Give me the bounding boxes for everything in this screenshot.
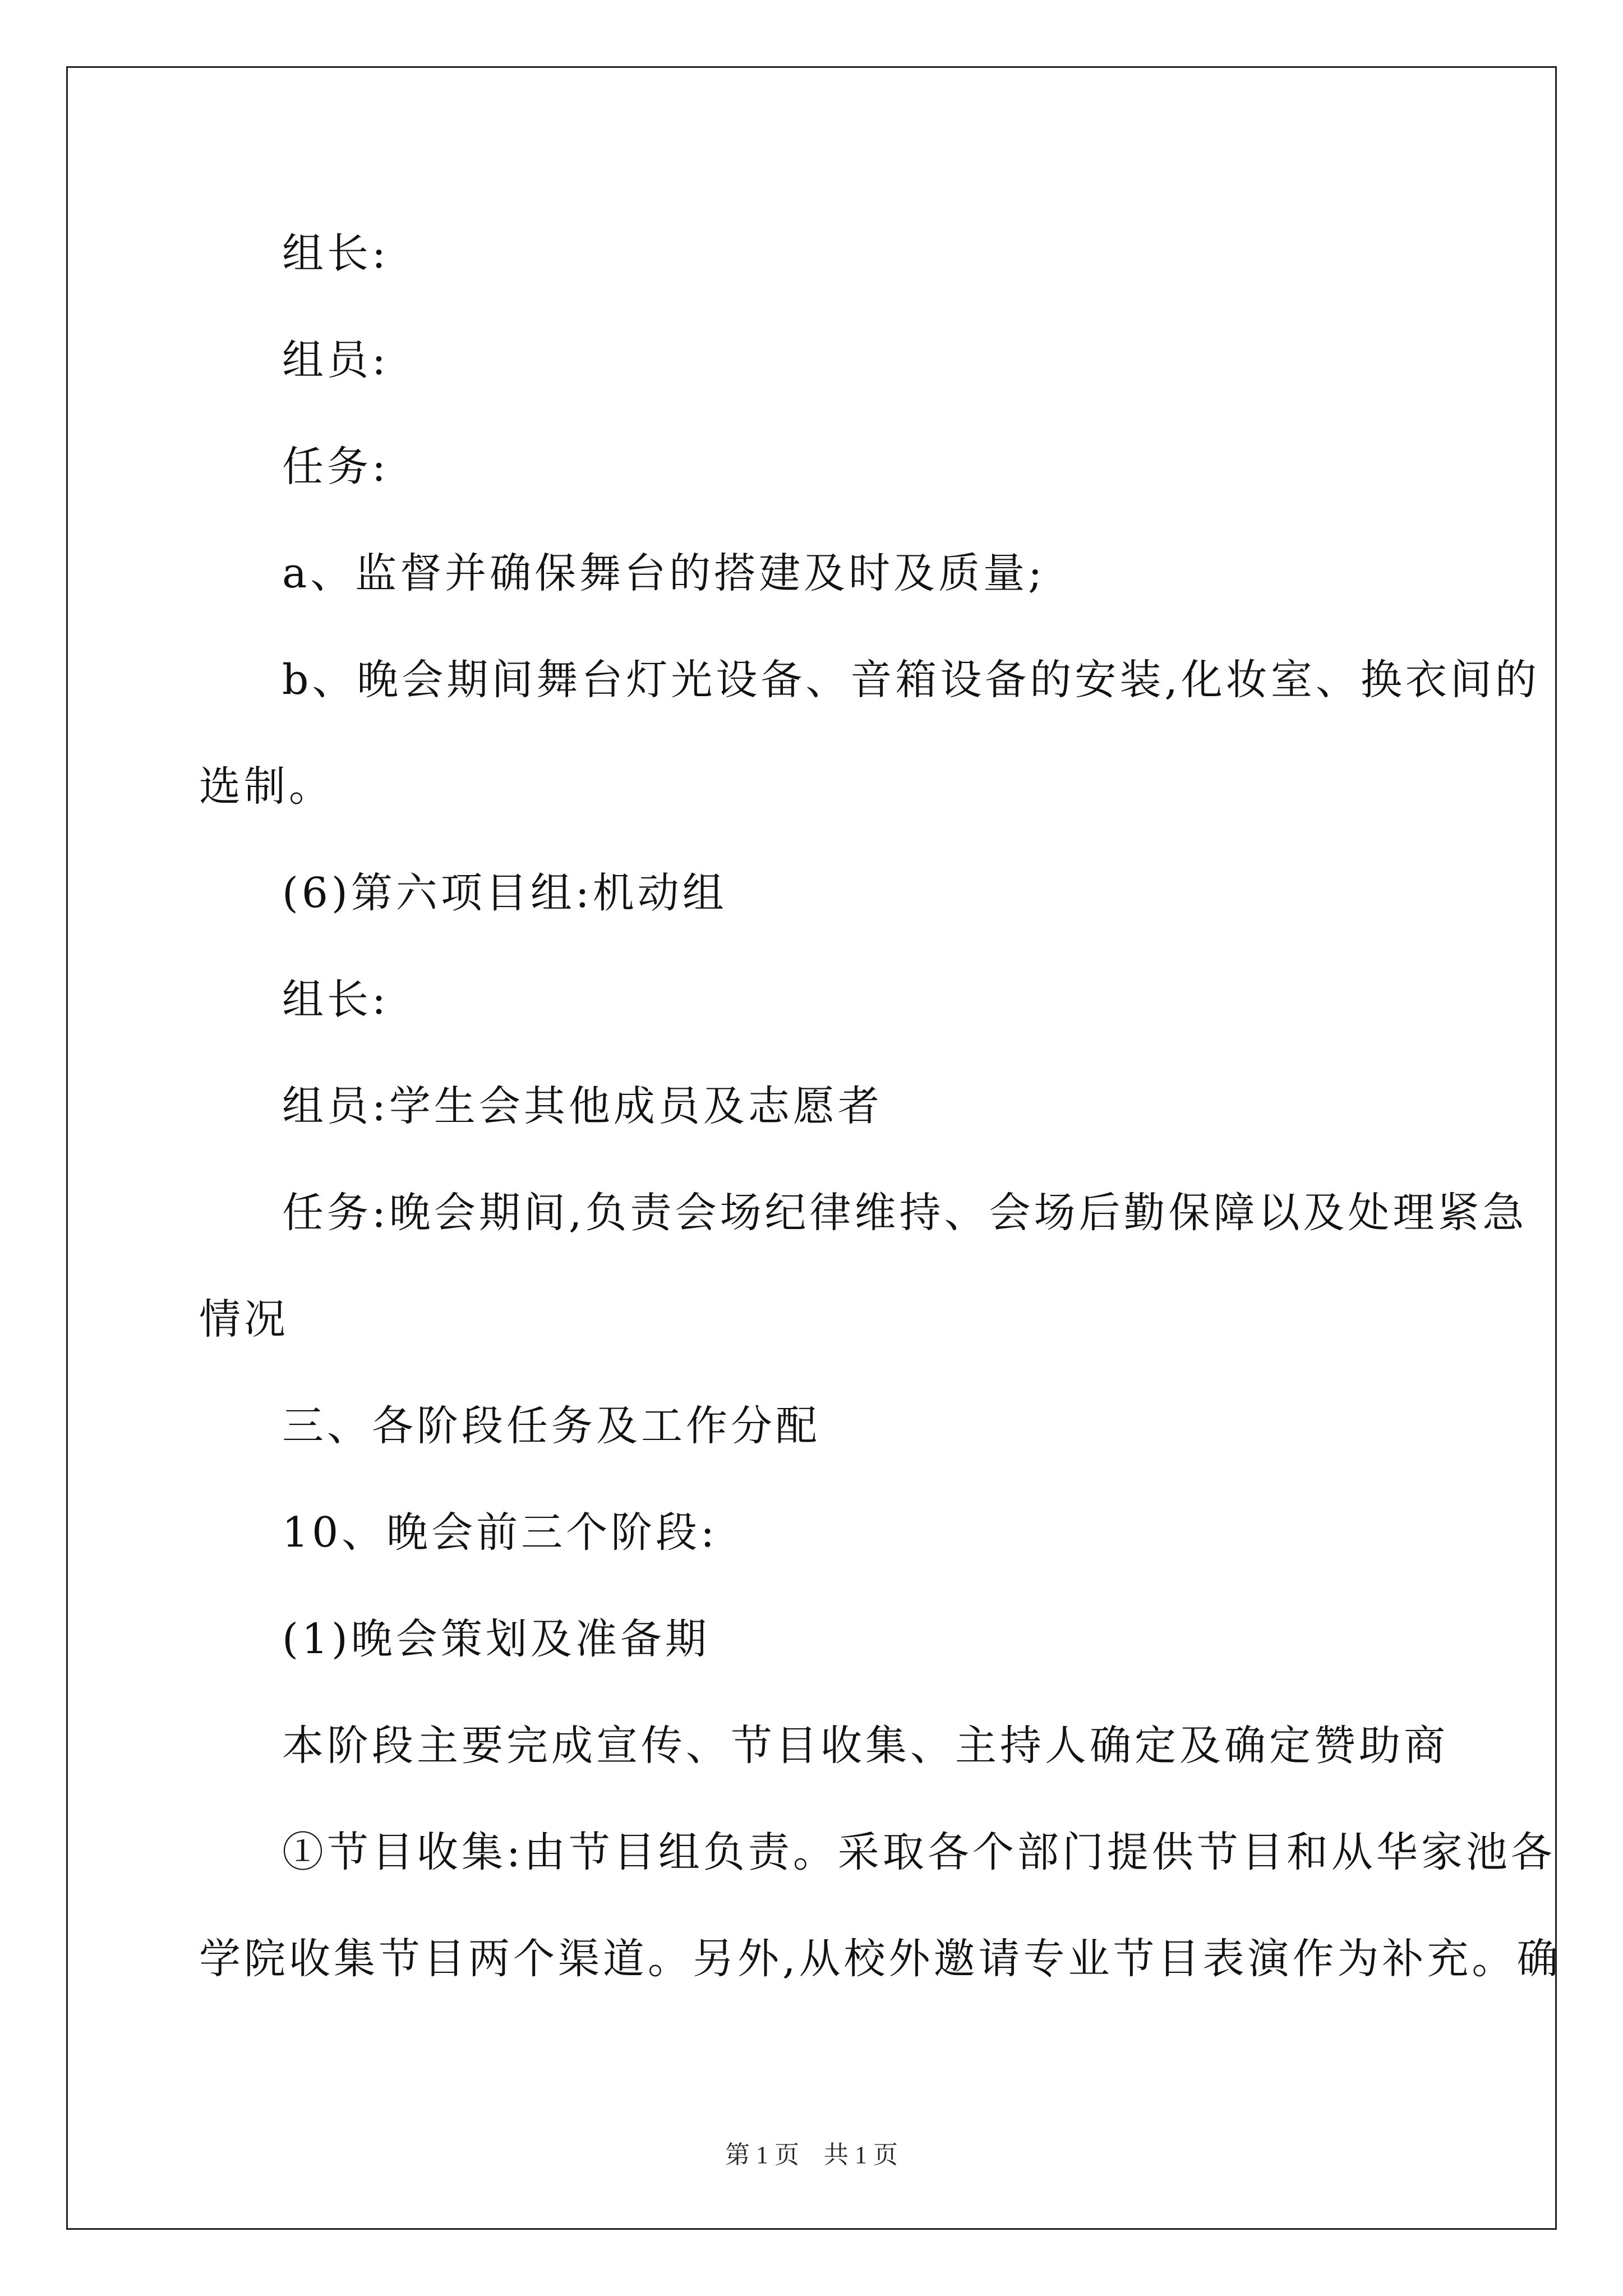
paragraph-line: b、晚会期间舞台灯光设备、音箱设备的安装,化妆室、换衣间的: [282, 656, 1540, 704]
paragraph-line: 10、晚会前三个阶段:: [282, 1508, 718, 1557]
paragraph-line: 组长:: [282, 229, 389, 278]
paragraph-line: 任务:晚会期间,负责会场纪律维持、会场后勤保障以及处理紧急: [282, 1189, 1528, 1237]
paragraph-line: 情况: [199, 1295, 289, 1343]
paragraph-line: 本阶段主要完成宣传、节目收集、主持人确定及确定赞助商: [282, 1722, 1449, 1770]
paragraph-line: 学院收集节目两个渠道。另外,从校外邀请专业节目表演作为补充。确: [199, 1935, 1562, 1983]
paragraph-line: a、监督并确保舞台的搭建及时及质量;: [282, 549, 1046, 597]
page-border: [66, 66, 1557, 2230]
paragraph-line: 任务:: [282, 443, 389, 491]
paragraph-line: 组员:学生会其他成员及志愿者: [282, 1082, 883, 1130]
section-heading: 三、各阶段任务及工作分配: [282, 1402, 820, 1450]
paragraph-line: 组员:: [282, 336, 389, 384]
page-number-footer: 第 1 页 共 1 页: [725, 2141, 898, 2169]
paragraph-line: ①节目收集:由节目组负责。采取各个部门提供节目和从华家池各: [282, 1828, 1556, 1876]
paragraph-line: 组长:: [282, 976, 389, 1024]
section-heading: (1)晚会策划及准备期: [282, 1615, 710, 1663]
paragraph-line: 选制。: [199, 762, 334, 811]
section-heading: (6)第六项目组:机动组: [282, 869, 727, 917]
